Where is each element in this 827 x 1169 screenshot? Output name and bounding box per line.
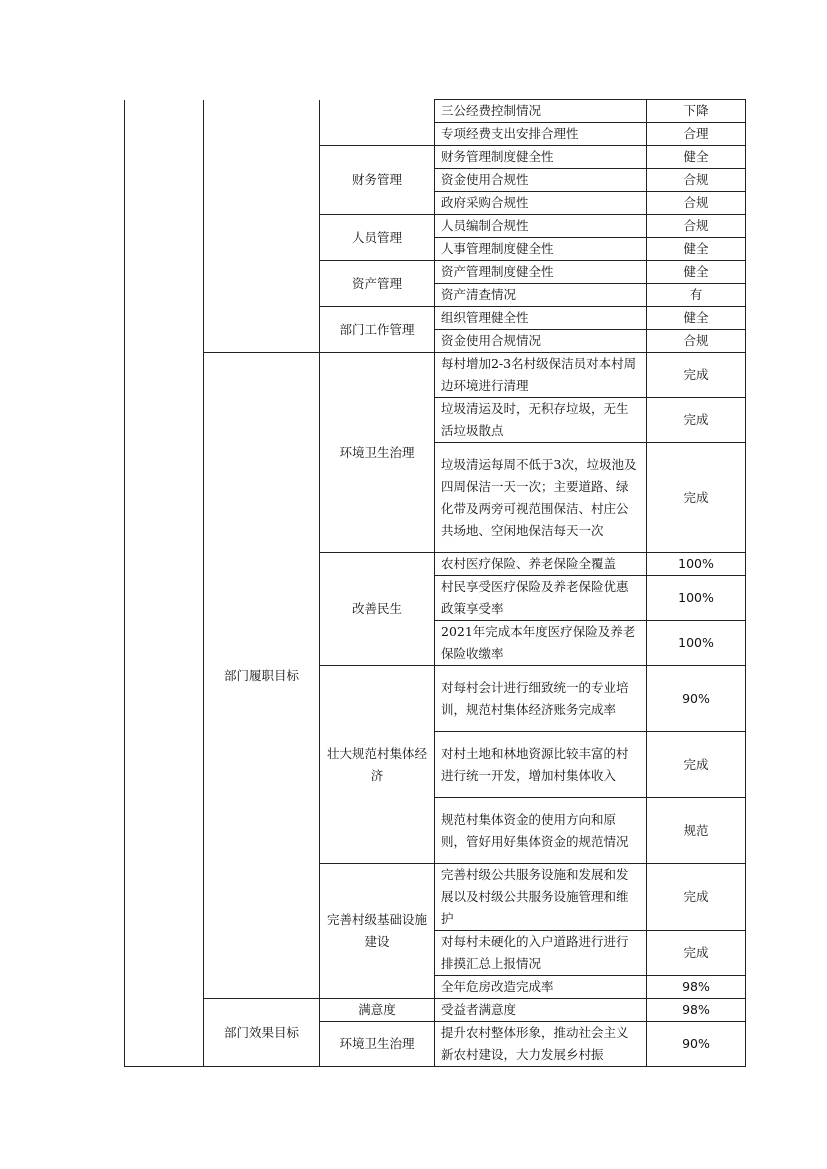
detail-cell: 垃圾清运每周不低于3次，垃圾池及四周保洁一天一次；主要道路、绿化带及两旁可视范围保洁、村庄公共场地、空闲地保洁每天一次 xyxy=(435,443,647,553)
value-cell: 完成 xyxy=(647,398,746,443)
detail-cell: 农村医疗保险、养老保险全覆盖 xyxy=(435,553,647,576)
table-row xyxy=(125,353,746,398)
indicator-cell: 壮大规范村集体经济 xyxy=(320,666,435,864)
indicator-cell: 资产管理 xyxy=(320,261,435,307)
detail-cell: 2021年完成本年度医疗保险及养老保险收缴率 xyxy=(435,621,647,666)
category-cell xyxy=(204,100,320,353)
value-cell: 90% xyxy=(647,666,746,732)
value-cell: 100% xyxy=(647,553,746,576)
outer-column xyxy=(125,100,204,1067)
table-row xyxy=(125,999,746,1022)
detail-cell: 资产管理制度健全性 xyxy=(435,261,647,284)
value-cell: 有 xyxy=(647,284,746,307)
detail-cell: 资金使用合规情况 xyxy=(435,330,647,353)
detail-cell: 对村土地和林地资源比较丰富的村进行统一开发，增加村集体收入 xyxy=(435,732,647,798)
detail-cell: 资金使用合规性 xyxy=(435,169,647,192)
detail-cell: 每村增加2-3名村级保洁员对本村周边环境进行清理 xyxy=(435,353,647,398)
detail-cell: 人事管理制度健全性 xyxy=(435,238,647,261)
value-cell: 合理 xyxy=(647,123,746,146)
value-cell: 下降 xyxy=(647,100,746,123)
value-cell: 健全 xyxy=(647,261,746,284)
indicator-cell: 改善民生 xyxy=(320,553,435,666)
category-cell: 部门效果目标 xyxy=(204,999,320,1067)
value-cell: 规范 xyxy=(647,798,746,864)
value-cell: 完成 xyxy=(647,931,746,976)
detail-cell: 受益者满意度 xyxy=(435,999,647,1022)
detail-cell: 村民享受医疗保险及养老保险优惠政策享受率 xyxy=(435,576,647,621)
value-cell: 健全 xyxy=(647,238,746,261)
value-cell: 98% xyxy=(647,976,746,999)
value-cell: 合规 xyxy=(647,330,746,353)
indicator-cell: 环境卫生治理 xyxy=(320,353,435,553)
detail-cell: 财务管理制度健全性 xyxy=(435,146,647,169)
detail-cell: 全年危房改造完成率 xyxy=(435,976,647,999)
value-cell: 98% xyxy=(647,999,746,1022)
detail-cell: 人员编制合规性 xyxy=(435,215,647,238)
value-cell: 健全 xyxy=(647,146,746,169)
indicator-cell: 满意度 xyxy=(320,999,435,1022)
value-cell: 合规 xyxy=(647,192,746,215)
value-cell: 完成 xyxy=(647,443,746,553)
indicator-cell: 人员管理 xyxy=(320,215,435,261)
value-cell: 90% xyxy=(647,1022,746,1067)
value-cell: 健全 xyxy=(647,307,746,330)
value-cell: 100% xyxy=(647,621,746,666)
detail-cell: 资产清查情况 xyxy=(435,284,647,307)
detail-cell: 政府采购合规性 xyxy=(435,192,647,215)
detail-cell: 规范村集体资金的使用方向和原则，管好用好集体资金的规范情况 xyxy=(435,798,647,864)
detail-cell: 专项经费支出安排合理性 xyxy=(435,123,647,146)
detail-cell: 对每村会计进行细致统一的专业培训，规范村集体经济账务完成率 xyxy=(435,666,647,732)
detail-cell: 对每村未硬化的入户道路进行进行排摸汇总上报情况 xyxy=(435,931,647,976)
performance-target-table xyxy=(124,99,746,1067)
detail-cell: 提升农村整体形象，推动社会主义新农村建设，大力发展乡村振 xyxy=(435,1022,647,1067)
table-row xyxy=(125,100,746,123)
indicator-cell: 环境卫生治理 xyxy=(320,1022,435,1067)
value-cell: 合规 xyxy=(647,169,746,192)
value-cell: 合规 xyxy=(647,215,746,238)
detail-cell: 完善村级公共服务设施和发展和发展以及村级公共服务设施管理和维护 xyxy=(435,864,647,931)
indicator-cell xyxy=(320,100,435,146)
indicator-cell: 财务管理 xyxy=(320,146,435,215)
indicator-cell: 部门工作管理 xyxy=(320,307,435,353)
detail-cell: 三公经费控制情况 xyxy=(435,100,647,123)
detail-cell: 组织管理健全性 xyxy=(435,307,647,330)
value-cell: 完成 xyxy=(647,353,746,398)
value-cell: 完成 xyxy=(647,732,746,798)
category-cell: 部门履职目标 xyxy=(204,353,320,999)
value-cell: 100% xyxy=(647,576,746,621)
value-cell: 完成 xyxy=(647,864,746,931)
detail-cell: 垃圾清运及时，无积存垃圾，无生活垃圾散点 xyxy=(435,398,647,443)
indicator-cell: 完善村级基础设施建设 xyxy=(320,864,435,999)
